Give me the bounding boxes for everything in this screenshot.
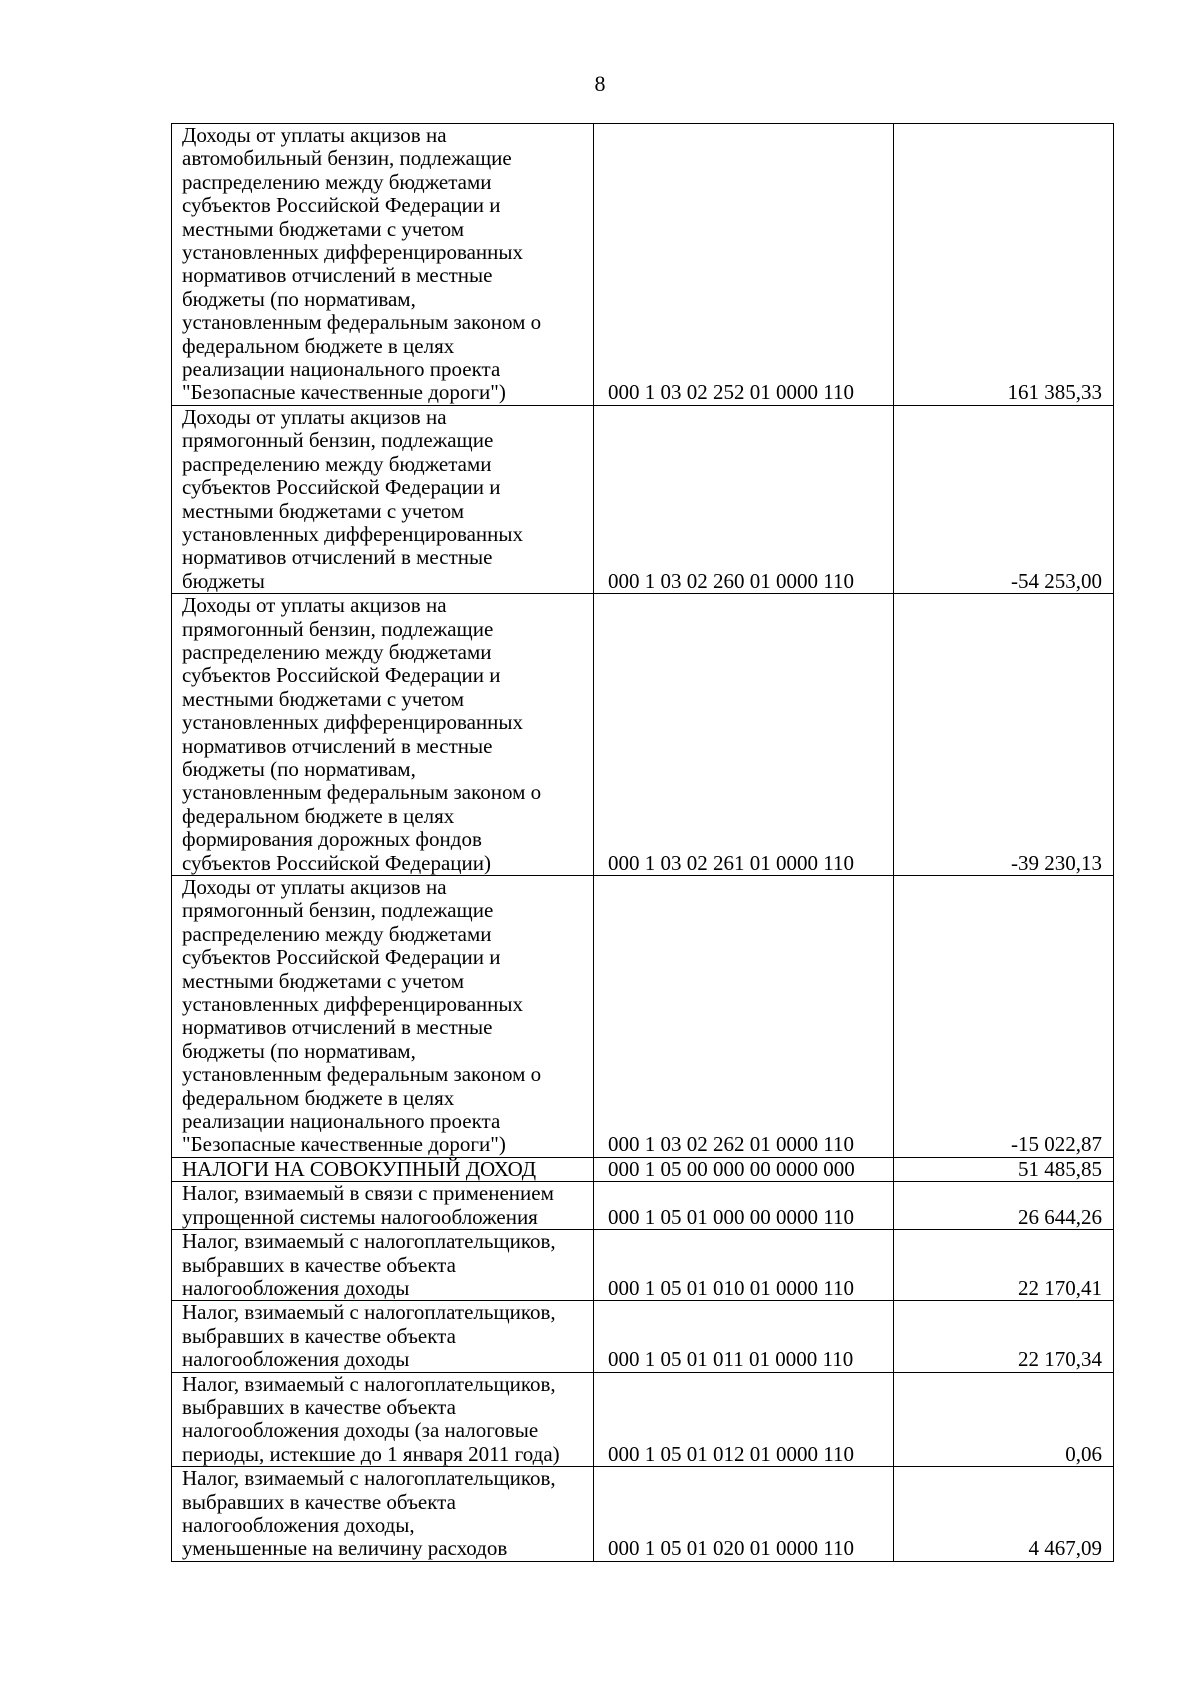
table-row [172, 405, 1114, 593]
budget-code-cell: 000 1 05 01 020 01 0000 110 [594, 1467, 894, 1562]
table-row [172, 1230, 1114, 1301]
budget-code-cell: 000 1 03 02 260 01 0000 110 [594, 405, 894, 593]
income-name-cell: Налог, взимаемый с налогоплательщиков, выбравших в качестве объекта налогообложения доходы, уменьшенные на величину расходов [172, 1467, 594, 1562]
income-name-cell: Доходы от уплаты акцизов на прямогонный бензин, подлежащие распределению между бюджетами субъектов Российской Федерации и местными бюджетами с учетом установленных дифференцированных нормативов отчислений в местные бюджеты (по нормативам, установленным федеральным законом о федеральном бюджете в целях формирования дорожных фондов субъектов Российской Федерации) [172, 594, 594, 876]
budget-code-cell: 000 1 03 02 252 01 0000 110 [594, 124, 894, 406]
amount-cell: 22 170,41 [894, 1230, 1114, 1301]
budget-code-cell: 000 1 05 01 000 00 0000 110 [594, 1182, 894, 1230]
amount-cell: 161 385,33 [894, 124, 1114, 406]
amount-cell: 22 170,34 [894, 1301, 1114, 1372]
table-row [172, 876, 1114, 1158]
budget-code-cell: 000 1 03 02 262 01 0000 110 [594, 876, 894, 1158]
income-name-cell: Доходы от уплаты акцизов на прямогонный бензин, подлежащие распределению между бюджетами субъектов Российской Федерации и местными бюджетами с учетом установленных дифференцированных нормативов отчислений в местные бюджеты [172, 405, 594, 593]
income-name-cell: Доходы от уплаты акцизов на прямогонный бензин, подлежащие распределению между бюджетами субъектов Российской Федерации и местными бюджетами с учетом установленных дифференцированных нормативов отчислений в местные бюджеты (по нормативам, установленным федеральным законом о федеральном бюджете в целях реализации национального проекта "Безопасные качественные дороги") [172, 876, 594, 1158]
income-name-cell: НАЛОГИ НА СОВОКУПНЫЙ ДОХОД [172, 1157, 594, 1181]
table-row [172, 1372, 1114, 1467]
table-row [172, 1467, 1114, 1562]
income-name-cell: Налог, взимаемый с налогоплательщиков, выбравших в качестве объекта налогообложения доходы [172, 1230, 594, 1301]
table-row [172, 124, 1114, 406]
budget-code-cell: 000 1 05 00 000 00 0000 000 [594, 1157, 894, 1181]
amount-cell: 0,06 [894, 1372, 1114, 1467]
table-row [172, 1182, 1114, 1230]
amount-cell: 26 644,26 [894, 1182, 1114, 1230]
income-name-cell: Доходы от уплаты акцизов на автомобильный бензин, подлежащие распределению между бюджетами субъектов Российской Федерации и местными бюджетами с учетом установленных дифференцированных нормативов отчислений в местные бюджеты (по нормативам, установленным федеральным законом о федеральном бюджете в целях реализации национального проекта "Безопасные качественные дороги") [172, 124, 594, 406]
table-row [172, 1157, 1114, 1181]
amount-cell: -15 022,87 [894, 876, 1114, 1158]
page-number: 8 [594, 71, 606, 96]
table-row [172, 1301, 1114, 1372]
income-name-cell: Налог, взимаемый в связи с применением упрощенной системы налогообложения [172, 1182, 594, 1230]
table-row [172, 594, 1114, 876]
budget-code-cell: 000 1 05 01 011 01 0000 110 [594, 1301, 894, 1372]
amount-cell: 51 485,85 [894, 1157, 1114, 1181]
budget-code-cell: 000 1 05 01 010 01 0000 110 [594, 1230, 894, 1301]
amount-cell: -39 230,13 [894, 594, 1114, 876]
income-name-cell: Налог, взимаемый с налогоплательщиков, выбравших в качестве объекта налогообложения доходы [172, 1301, 594, 1372]
income-name-cell: Налог, взимаемый с налогоплательщиков, выбравших в качестве объекта налогообложения доходы (за налоговые периоды, истекшие до 1 января 2011 года) [172, 1372, 594, 1467]
amount-cell: -54 253,00 [894, 405, 1114, 593]
amount-cell: 4 467,09 [894, 1467, 1114, 1562]
budget-code-cell: 000 1 05 01 012 01 0000 110 [594, 1372, 894, 1467]
budget-code-cell: 000 1 03 02 261 01 0000 110 [594, 594, 894, 876]
revenue-table [171, 123, 1114, 1562]
